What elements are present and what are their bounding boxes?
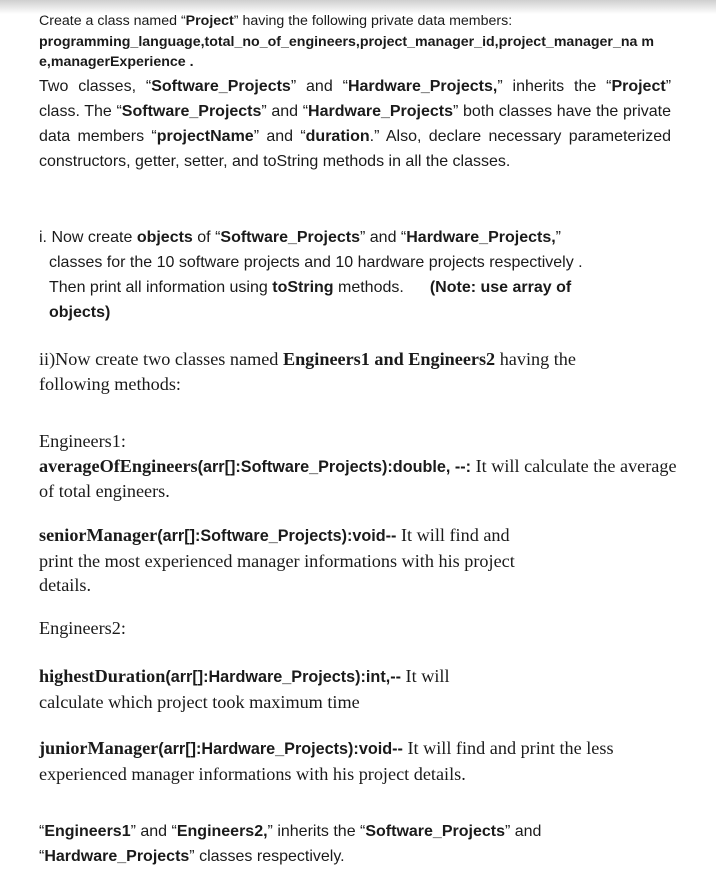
highest-duration-method: highestDuration(arr[]:Hardware_Projects):int,-- It will calculate which project took maximum time xyxy=(39,666,450,712)
item-i: i. Now create objects of “Software_Projects” and “Hardware_Projects,” classes for the 10 software projects and 10 hardware projects respectively . Then print all information using toString methods. (Note: use array of objects) xyxy=(39,229,583,321)
final-paragraph: “Engineers1” and “Engineers2,” inherits the “Software_Projects” and “Hardware_Projects” classes respectively. xyxy=(39,823,542,865)
intro-block xyxy=(39,11,679,73)
engineers2-section xyxy=(39,616,679,641)
engineers1-heading: Engineers1: xyxy=(39,431,126,451)
senior-manager-method: seniorManager(arr[]:Software_Projects):void-- It will find and print the most experienced manager informations with his project details. xyxy=(39,525,515,595)
intro-line: Create a class named “Project” having the following private data members: xyxy=(39,13,513,29)
item-ii: ii)Now create two classes named Engineers1 and Engineers2 having the following methods: xyxy=(39,349,576,394)
members-list: programming_language,total_no_of_engineers,project_manager_id,project_manager_na me,managerExperience . xyxy=(39,33,654,70)
engineers1-section: Engineers1: averageOfEngineers(arr[]:Software_Projects):double, --: It will calculate the average of total engineers. xyxy=(39,429,679,504)
junior-manager-method: juniorManager(arr[]:Hardware_Projects):void-- It will find and print the less experienced manager informations with his project details. xyxy=(39,738,614,784)
paragraph-classes: Two classes, “Software_Projects” and “Hardware_Projects,” inherits the “Project” class. The “Software_Projects” and “Hardware_Projects” both classes have the private data members “projectName” and “duration.” Also, declare necessary parameterized constructors, getter, setter, and toString methods in all the classes. xyxy=(39,78,672,170)
engineers2-heading: Engineers2: xyxy=(39,618,126,638)
